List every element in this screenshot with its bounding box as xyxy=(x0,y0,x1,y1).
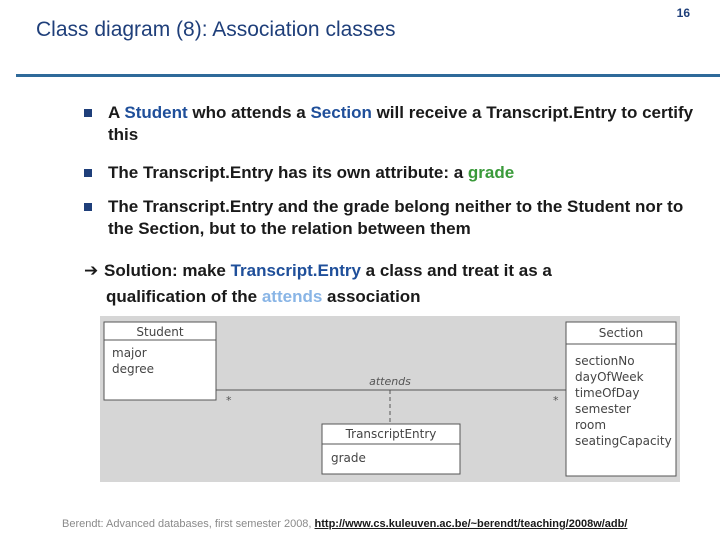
bullet-item xyxy=(84,162,704,184)
title-divider xyxy=(16,74,720,77)
footer-text: Berendt: Advanced databases, first semester 2008, xyxy=(62,518,315,530)
footer xyxy=(62,518,627,530)
bullet-text: A xyxy=(108,103,125,122)
solution-text: qualification of the xyxy=(106,287,262,306)
student-attribute: major xyxy=(112,346,147,360)
uml-class-diagram xyxy=(100,316,680,482)
bullet-text: will receive a Transcript.Entry to certify this xyxy=(108,103,694,144)
bullet-item xyxy=(84,102,704,146)
student-class xyxy=(104,322,216,400)
course-website-link[interactable]: http://www.cs.kuleuven.ac.be/~berendt/teaching/2008w/adb/ xyxy=(314,518,628,530)
square-bullet-icon xyxy=(84,109,92,117)
transcript-entry-class-name: TranscriptEntry xyxy=(345,427,437,441)
transcript-entry-class xyxy=(322,424,460,474)
section-keyword: Section xyxy=(310,103,372,122)
section-attribute: seatingCapacity xyxy=(575,434,672,448)
section-attribute: semester xyxy=(575,402,631,416)
right-arrow-icon: ➔ xyxy=(84,261,99,280)
right-multiplicity: * xyxy=(553,394,559,407)
uml-diagram-canvas xyxy=(100,316,680,482)
section-attribute: dayOfWeek xyxy=(575,370,644,384)
solution-text: a class and treat it as a xyxy=(360,261,552,280)
solution-statement xyxy=(84,258,704,310)
section-attribute: timeOfDay xyxy=(575,386,640,400)
grade-keyword: grade xyxy=(467,163,515,182)
student-keyword: Student xyxy=(124,103,188,122)
slide-title: Class diagram (8): Association classes xyxy=(36,18,396,41)
student-class-name: Student xyxy=(136,325,184,339)
square-bullet-icon xyxy=(84,169,92,177)
section-class xyxy=(566,322,676,476)
bullet-text: The Transcript.Entry and the grade belong neither to the Student nor to the Section, but to the relation between them xyxy=(108,197,684,238)
solution-text: association xyxy=(322,287,421,306)
bullet-item xyxy=(84,196,704,240)
left-multiplicity: * xyxy=(226,394,232,407)
square-bullet-icon xyxy=(84,203,92,211)
student-attribute: degree xyxy=(112,362,155,376)
attends-keyword: attends xyxy=(261,287,323,306)
bullet-text: who attends a xyxy=(187,103,311,122)
section-attribute: room xyxy=(575,418,607,432)
transcript-entry-attribute: grade xyxy=(331,451,366,465)
section-attribute: sectionNo xyxy=(575,354,635,368)
bullet-text: The Transcript.Entry has its own attribute: a xyxy=(108,163,468,182)
association-name: attends xyxy=(369,375,411,388)
section-class-name: Section xyxy=(598,326,644,340)
transcript-entry-keyword: Transcript.Entry xyxy=(230,261,361,280)
bullet-list xyxy=(84,102,704,256)
slide-number: 16 xyxy=(676,6,690,20)
solution-text: Solution: make xyxy=(104,261,231,280)
